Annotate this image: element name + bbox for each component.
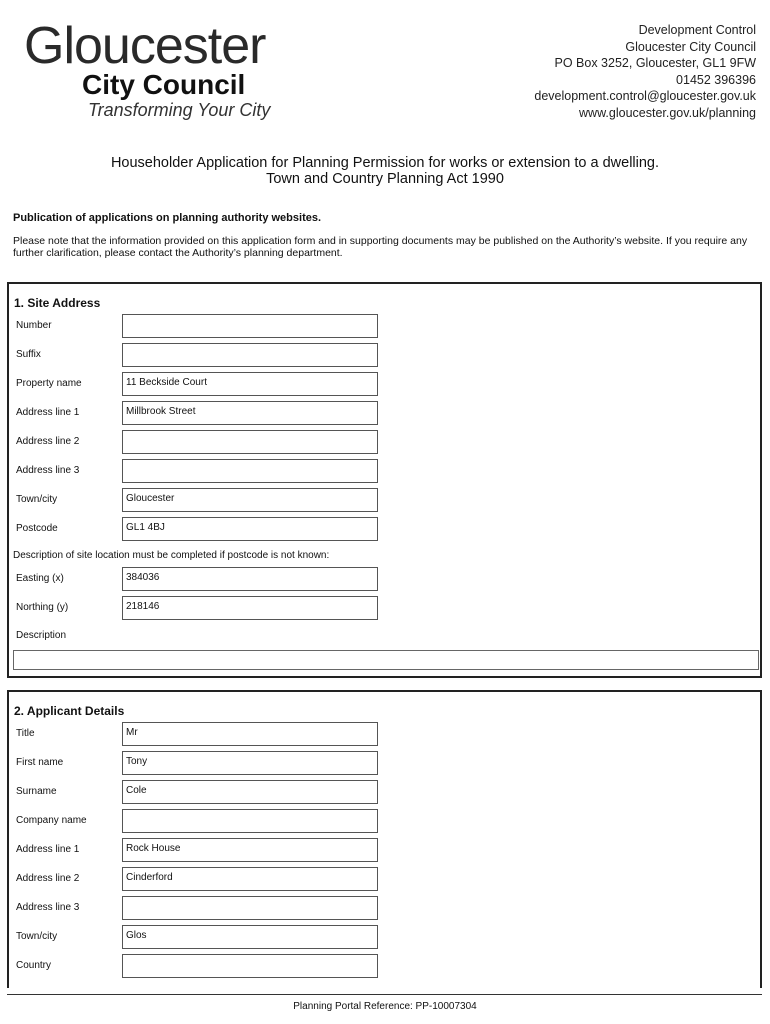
applicant-field-row [16, 809, 756, 835]
site-field-row [16, 596, 756, 622]
field-label: Country [16, 960, 52, 971]
contact-council: Gloucester City Council [625, 39, 756, 54]
site-address-line-1-input[interactable]: Millbrook Street [122, 401, 378, 425]
footer-reference: Planning Portal Reference: PP-10007304 [293, 1001, 477, 1012]
site-field-row [16, 459, 756, 485]
site-field-row [16, 488, 756, 514]
field-label: Town/city [16, 494, 58, 505]
country-input[interactable] [122, 954, 378, 978]
field-label: Surname [16, 786, 57, 797]
applicant-field-row [16, 896, 756, 922]
field-label: Property name [16, 378, 82, 389]
field-label: Suffix [16, 349, 41, 360]
applicant-field-row [16, 751, 756, 777]
site-field-row [16, 567, 756, 593]
council-logo [24, 17, 286, 120]
site-field-row [16, 314, 756, 340]
publication-text: Please note that the information provided on this application form and in supporting documents may be published on the Authority’s website. If you require any further clarification, please contact the Authority’s planning department. [13, 235, 748, 259]
first-name-input[interactable]: Tony [122, 751, 378, 775]
logo-tagline: Transforming Your City [88, 100, 271, 120]
title-line-2: Town and Country Planning Act 1990 [266, 171, 504, 187]
field-label: Company name [16, 815, 87, 826]
site-field-row [16, 430, 756, 456]
field-label: First name [16, 757, 64, 768]
site-address-heading: 1. Site Address [14, 296, 101, 310]
contact-address: PO Box 3252, Gloucester, GL1 9FW [554, 56, 756, 70]
field-label: Address line 3 [16, 902, 80, 913]
postcode-input[interactable]: GL1 4BJ [122, 517, 378, 541]
site-address-line-3-input[interactable] [122, 459, 378, 483]
site-town-input[interactable]: Gloucester [122, 488, 378, 512]
logo-city-council: City Council [82, 69, 246, 100]
site-location-note: Description of site location must be completed if postcode is not known: [13, 550, 330, 561]
field-label: Address line 1 [16, 844, 80, 855]
site-field-row [16, 517, 756, 543]
applicant-details-heading: 2. Applicant Details [14, 704, 125, 718]
applicant-field-row [16, 838, 756, 864]
contact-phone: 01452 396396 [676, 72, 756, 87]
site-field-row [16, 372, 756, 398]
applicant-field-row [16, 954, 756, 980]
contact-department: Development Control [638, 23, 756, 37]
description-input[interactable] [13, 650, 759, 670]
site-address-line-2-input[interactable] [122, 430, 378, 454]
description-label: Description [16, 630, 67, 641]
field-label: Address line 3 [16, 465, 80, 476]
applicant-details-section [7, 690, 762, 988]
applicant-field-row [16, 925, 756, 951]
footer-divider [7, 994, 762, 995]
field-label: Address line 2 [16, 873, 80, 884]
field-label: Number [16, 320, 52, 331]
page-title [0, 155, 770, 187]
applicant-town-input[interactable]: Glos [122, 925, 378, 949]
northing-input[interactable]: 218146 [122, 596, 378, 620]
publication-heading: Publication of applications on planning authority websites. [13, 212, 322, 224]
field-label: Easting (x) [16, 573, 64, 584]
title-line-1: Householder Application for Planning Permission for works or extension to a dwelling. [110, 155, 660, 171]
field-label: Address line 1 [16, 407, 80, 418]
surname-input[interactable]: Cole [122, 780, 378, 804]
applicant-address-line-3-input[interactable] [122, 896, 378, 920]
applicant-address-line-1-input[interactable]: Rock House [122, 838, 378, 862]
applicant-field-row [16, 867, 756, 893]
field-label: Northing (y) [16, 602, 69, 613]
contact-email[interactable]: development.control@gloucester.gov.uk [534, 89, 756, 103]
contact-block [534, 22, 756, 121]
site-field-row [16, 343, 756, 369]
field-label: Town/city [16, 931, 58, 942]
applicant-field-row [16, 780, 756, 806]
applicant-field-row [16, 722, 756, 748]
suffix-input[interactable] [122, 343, 378, 367]
title-input[interactable]: Mr [122, 722, 378, 746]
applicant-address-line-2-input[interactable]: Cinderford [122, 867, 378, 891]
easting-input[interactable]: 384036 [122, 567, 378, 591]
field-label: Title [16, 728, 35, 739]
contact-website[interactable]: www.gloucester.gov.uk/planning [579, 105, 756, 120]
logo-gloucester: Gloucester [24, 17, 266, 75]
property-name-input[interactable]: 11 Beckside Court [122, 372, 378, 396]
site-address-section [7, 282, 762, 678]
field-label: Postcode [16, 523, 58, 534]
field-label: Address line 2 [16, 436, 80, 447]
company-name-input[interactable] [122, 809, 378, 833]
number-input[interactable] [122, 314, 378, 338]
site-field-row [16, 401, 756, 427]
